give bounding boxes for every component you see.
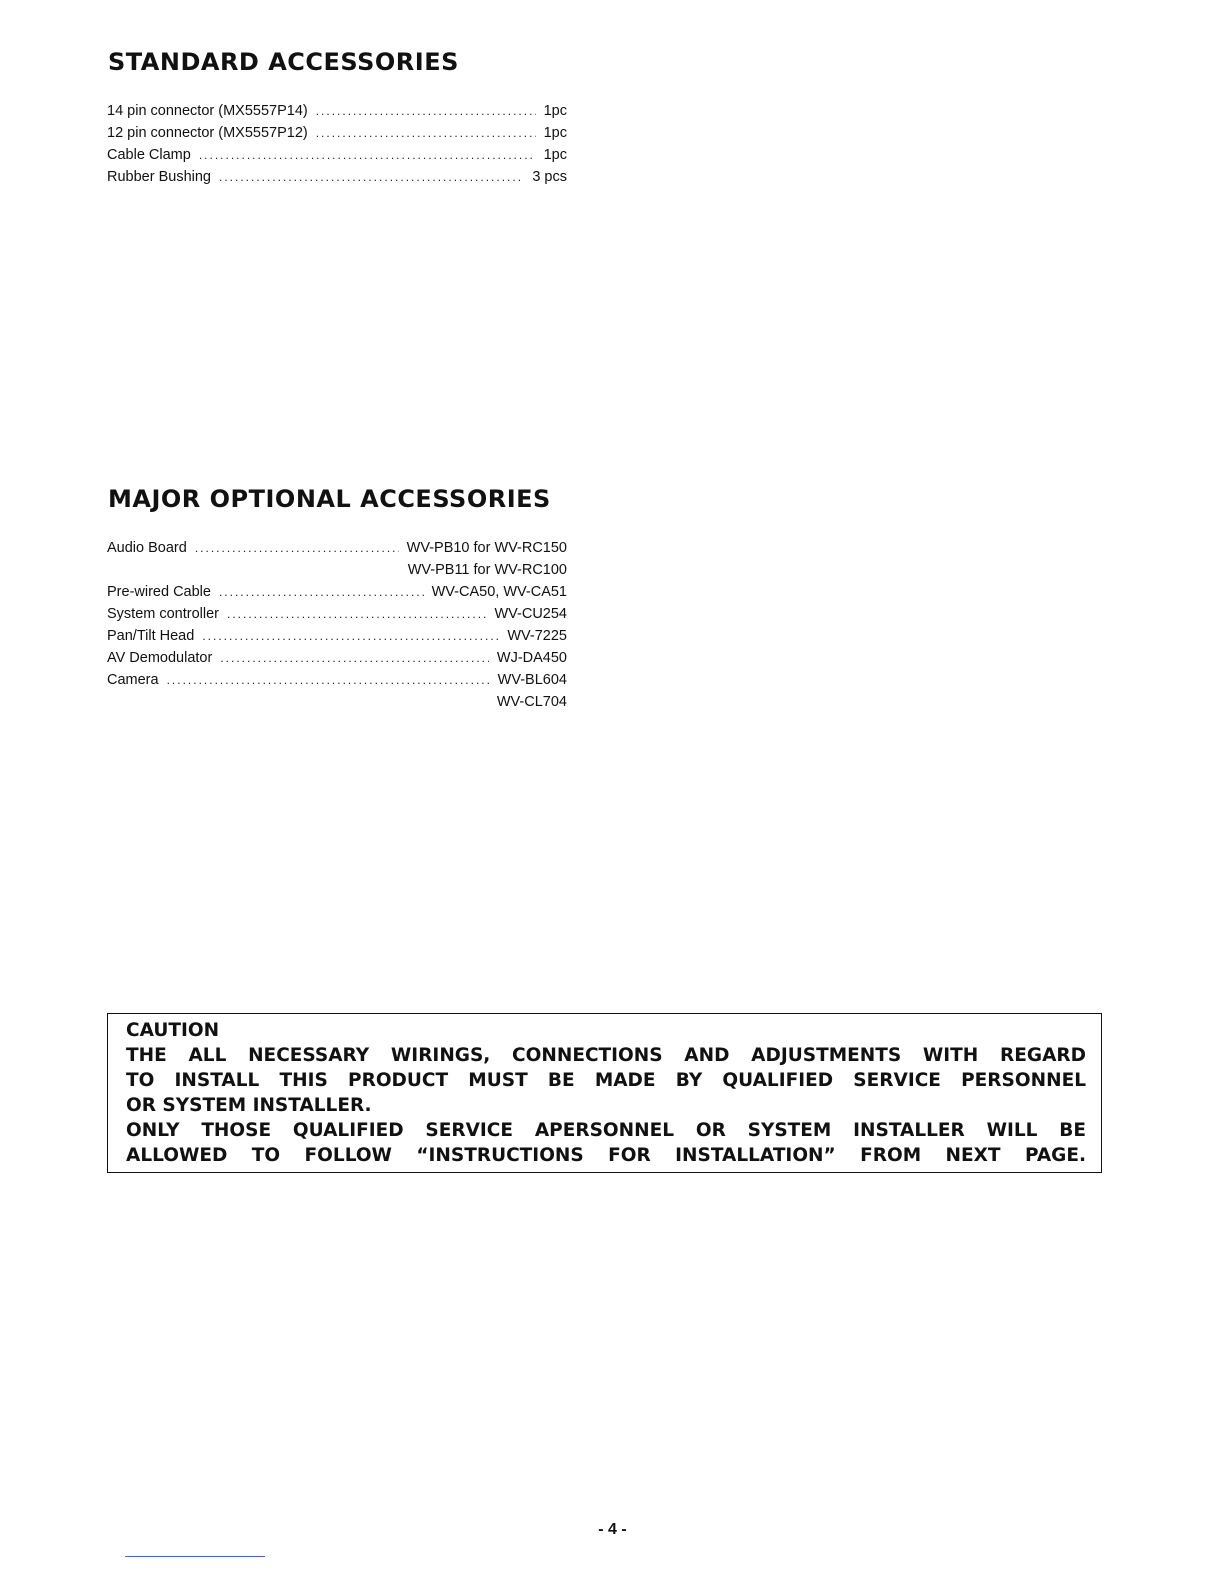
item-model: WJ-DA450 — [496, 650, 567, 666]
item-quantity: 3 pcs — [532, 169, 567, 185]
item-label: Rubber Bushing — [107, 169, 211, 185]
dot-leader — [227, 603, 486, 625]
list-item — [107, 669, 567, 691]
list-item — [107, 537, 567, 559]
list-item — [107, 625, 567, 647]
list-item — [107, 581, 567, 603]
item-model: WV-PB11 for WV-RC100 — [407, 562, 567, 578]
dot-leader — [202, 625, 499, 647]
item-quantity: 1pc — [543, 103, 567, 119]
caution-box — [107, 1013, 1102, 1173]
caution-line: ALLOWED TO FOLLOW “INSTRUCTIONS FOR INSTALLATION” FROM NEXT PAGE. — [126, 1145, 1086, 1166]
standard-accessories-title: STANDARD ACCESSORIES — [108, 48, 459, 76]
page-number: - 4 - — [598, 1521, 627, 1538]
dot-leader — [219, 166, 524, 188]
item-model: WV-CU254 — [494, 606, 567, 622]
list-item — [107, 166, 567, 188]
optional-accessories-title: MAJOR OPTIONAL ACCESSORIES — [108, 485, 551, 513]
caution-line: THE ALL NECESSARY WIRINGS, CONNECTIONS AND ADJUSTMENTS WITH REGARD — [126, 1045, 1086, 1066]
item-model: WV-CL704 — [496, 694, 567, 710]
list-item — [107, 603, 567, 625]
standard-accessories-list — [107, 100, 567, 188]
dot-leader — [199, 144, 536, 166]
caution-heading: CAUTION — [126, 1020, 220, 1041]
item-label: Camera — [107, 672, 159, 688]
item-label: 14 pin connector (MX5557P14) — [107, 103, 308, 119]
item-label: Audio Board — [107, 540, 187, 556]
caution-line: TO INSTALL THIS PRODUCT MUST BE MADE BY QUALIFIED SERVICE PERSONNEL — [126, 1070, 1086, 1091]
caution-line: OR SYSTEM INSTALLER. — [126, 1095, 372, 1116]
item-model: WV-PB10 for WV-RC150 — [406, 540, 567, 556]
item-quantity: 1pc — [543, 125, 567, 141]
item-label: AV Demodulator — [107, 650, 213, 666]
list-item — [107, 691, 567, 713]
dot-leader — [316, 122, 536, 144]
item-label: System controller — [107, 606, 220, 622]
item-model: WV-7225 — [507, 628, 567, 644]
optional-accessories-list — [107, 537, 567, 713]
item-label: Pre-wired Cable — [107, 584, 211, 600]
dot-leader — [167, 669, 490, 691]
dot-leader — [316, 100, 536, 122]
list-item — [107, 144, 567, 166]
list-item — [107, 100, 567, 122]
item-label: 12 pin connector (MX5557P12) — [107, 125, 308, 141]
list-item — [107, 647, 567, 669]
item-label: Cable Clamp — [107, 147, 191, 163]
item-quantity: 1pc — [543, 147, 567, 163]
bottom-rule — [125, 1556, 265, 1557]
list-item — [107, 122, 567, 144]
caution-line: ONLY THOSE QUALIFIED SERVICE APERSONNEL OR SYSTEM INSTALLER WILL BE — [126, 1120, 1086, 1141]
dot-leader — [195, 537, 399, 559]
item-label: Pan/Tilt Head — [107, 628, 195, 644]
item-model: WV-CA50, WV-CA51 — [431, 584, 567, 600]
dot-leader — [219, 581, 424, 603]
list-item — [107, 559, 567, 581]
item-model: WV-BL604 — [497, 672, 567, 688]
dot-leader — [220, 647, 489, 669]
